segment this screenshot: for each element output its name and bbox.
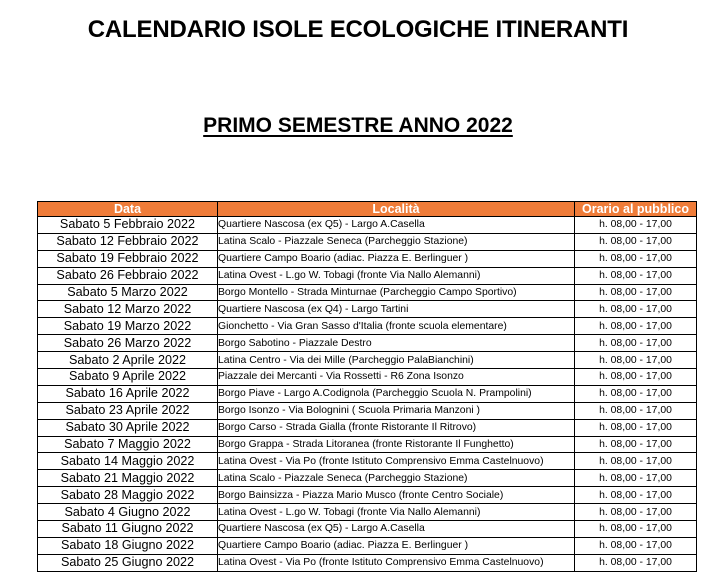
table-row bbox=[38, 487, 697, 504]
date-cell: Sabato 19 Febbraio 2022 bbox=[38, 250, 218, 267]
location-cell: Quartiere Nascosa (ex Q5) - Largo A.Casella bbox=[218, 217, 575, 234]
date-cell: Sabato 26 Febbraio 2022 bbox=[38, 267, 218, 284]
column-header-hours: Orario al pubblico bbox=[575, 202, 697, 217]
subtitle-text: PRIMO SEMESTRE ANNO 2022 bbox=[203, 114, 513, 137]
date-cell: Sabato 25 Giugno 2022 bbox=[38, 554, 218, 571]
table-row bbox=[38, 402, 697, 419]
table-row bbox=[38, 369, 697, 386]
date-cell: Sabato 5 Febbraio 2022 bbox=[38, 217, 218, 234]
table-row bbox=[38, 537, 697, 554]
date-cell: Sabato 19 Marzo 2022 bbox=[38, 318, 218, 335]
table-row bbox=[38, 284, 697, 301]
hours-cell: h. 08,00 - 17,00 bbox=[575, 521, 697, 538]
location-cell: Borgo Sabotino - Piazzale Destro bbox=[218, 335, 575, 352]
hours-cell: h. 08,00 - 17,00 bbox=[575, 267, 697, 284]
location-cell: Piazzale dei Mercanti - Via Rossetti - R6 Zona Isonzo bbox=[218, 369, 575, 386]
location-cell: Latina Ovest - Via Po (fronte Istituto Comprensivo Emma Castelnuovo) bbox=[218, 453, 575, 470]
table-row bbox=[38, 436, 697, 453]
location-cell: Borgo Carso - Strada Gialla (fronte Ristorante Il Ritrovo) bbox=[218, 419, 575, 436]
location-cell: Latina Centro - Via dei Mille (Parcheggio PalaBianchini) bbox=[218, 352, 575, 369]
table-row bbox=[38, 521, 697, 538]
table-row bbox=[38, 385, 697, 402]
date-cell: Sabato 7 Maggio 2022 bbox=[38, 436, 218, 453]
hours-cell: h. 08,00 - 17,00 bbox=[575, 352, 697, 369]
table-row bbox=[38, 301, 697, 318]
hours-cell: h. 08,00 - 17,00 bbox=[575, 419, 697, 436]
calendar-table bbox=[37, 201, 697, 572]
location-cell: Borgo Isonzo - Via Bolognini ( Scuola Primaria Manzoni ) bbox=[218, 402, 575, 419]
date-cell: Sabato 26 Marzo 2022 bbox=[38, 335, 218, 352]
date-cell: Sabato 14 Maggio 2022 bbox=[38, 453, 218, 470]
table-row bbox=[38, 419, 697, 436]
location-cell: Latina Ovest - L.go W. Tobagi (fronte Via Nallo Alemanni) bbox=[218, 504, 575, 521]
location-cell: Borgo Montello - Strada Minturnae (Parcheggio Campo Sportivo) bbox=[218, 284, 575, 301]
date-cell: Sabato 30 Aprile 2022 bbox=[38, 419, 218, 436]
location-cell: Quartiere Nascosa (ex Q5) - Largo A.Casella bbox=[218, 521, 575, 538]
date-cell: Sabato 18 Giugno 2022 bbox=[38, 537, 218, 554]
date-cell: Sabato 9 Aprile 2022 bbox=[38, 369, 218, 386]
hours-cell: h. 08,00 - 17,00 bbox=[575, 470, 697, 487]
table-row bbox=[38, 470, 697, 487]
location-cell: Borgo Bainsizza - Piazza Mario Musco (fronte Centro Sociale) bbox=[218, 487, 575, 504]
hours-cell: h. 08,00 - 17,00 bbox=[575, 318, 697, 335]
date-cell: Sabato 28 Maggio 2022 bbox=[38, 487, 218, 504]
date-cell: Sabato 2 Aprile 2022 bbox=[38, 352, 218, 369]
hours-cell: h. 08,00 - 17,00 bbox=[575, 487, 697, 504]
location-cell: Latina Ovest - Via Po (fronte Istituto Comprensivo Emma Castelnuovo) bbox=[218, 554, 575, 571]
hours-cell: h. 08,00 - 17,00 bbox=[575, 301, 697, 318]
date-cell: Sabato 12 Febbraio 2022 bbox=[38, 233, 218, 250]
location-cell: Borgo Grappa - Strada Litoranea (fronte Ristorante Il Funghetto) bbox=[218, 436, 575, 453]
date-cell: Sabato 4 Giugno 2022 bbox=[38, 504, 218, 521]
hours-cell: h. 08,00 - 17,00 bbox=[575, 335, 697, 352]
location-cell: Quartiere Nascosa (ex Q4) - Largo Tartini bbox=[218, 301, 575, 318]
date-cell: Sabato 12 Marzo 2022 bbox=[38, 301, 218, 318]
location-cell: Quartiere Campo Boario (adiac. Piazza E. Berlinguer ) bbox=[218, 537, 575, 554]
date-cell: Sabato 21 Maggio 2022 bbox=[38, 470, 218, 487]
location-cell: Latina Ovest - L.go W. Tobagi (fronte Via Nallo Alemanni) bbox=[218, 267, 575, 284]
table-row bbox=[38, 318, 697, 335]
location-cell: Latina Scalo - Piazzale Seneca (Parcheggio Stazione) bbox=[218, 470, 575, 487]
table-row bbox=[38, 217, 697, 234]
hours-cell: h. 08,00 - 17,00 bbox=[575, 402, 697, 419]
hours-cell: h. 08,00 - 17,00 bbox=[575, 250, 697, 267]
hours-cell: h. 08,00 - 17,00 bbox=[575, 453, 697, 470]
hours-cell: h. 08,00 - 17,00 bbox=[575, 385, 697, 402]
date-cell: Sabato 23 Aprile 2022 bbox=[38, 402, 218, 419]
location-cell: Borgo Piave - Largo A.Codignola (Parcheggio Scuola N. Prampolini) bbox=[218, 385, 575, 402]
hours-cell: h. 08,00 - 17,00 bbox=[575, 217, 697, 234]
table-row bbox=[38, 554, 697, 571]
table-body bbox=[38, 217, 697, 572]
hours-cell: h. 08,00 - 17,00 bbox=[575, 554, 697, 571]
date-cell: Sabato 16 Aprile 2022 bbox=[38, 385, 218, 402]
table-row bbox=[38, 352, 697, 369]
page-subtitle bbox=[0, 114, 716, 138]
hours-cell: h. 08,00 - 17,00 bbox=[575, 537, 697, 554]
table-row bbox=[38, 335, 697, 352]
table-row bbox=[38, 250, 697, 267]
location-cell: Gionchetto - Via Gran Sasso d'Italia (fronte scuola elementare) bbox=[218, 318, 575, 335]
column-header-location: Località bbox=[218, 202, 575, 217]
page-title: CALENDARIO ISOLE ECOLOGICHE ITINERANTI bbox=[87, 16, 629, 43]
hours-cell: h. 08,00 - 17,00 bbox=[575, 369, 697, 386]
date-cell: Sabato 5 Marzo 2022 bbox=[38, 284, 218, 301]
table-row bbox=[38, 267, 697, 284]
column-header-date: Data bbox=[38, 202, 218, 217]
hours-cell: h. 08,00 - 17,00 bbox=[575, 233, 697, 250]
hours-cell: h. 08,00 - 17,00 bbox=[575, 436, 697, 453]
location-cell: Quartiere Campo Boario (adiac. Piazza E. Berlinguer ) bbox=[218, 250, 575, 267]
table-row bbox=[38, 504, 697, 521]
hours-cell: h. 08,00 - 17,00 bbox=[575, 284, 697, 301]
table-row bbox=[38, 233, 697, 250]
table-header-row bbox=[38, 202, 697, 217]
hours-cell: h. 08,00 - 17,00 bbox=[575, 504, 697, 521]
table-row bbox=[38, 453, 697, 470]
date-cell: Sabato 11 Giugno 2022 bbox=[38, 521, 218, 538]
location-cell: Latina Scalo - Piazzale Seneca (Parcheggio Stazione) bbox=[218, 233, 575, 250]
